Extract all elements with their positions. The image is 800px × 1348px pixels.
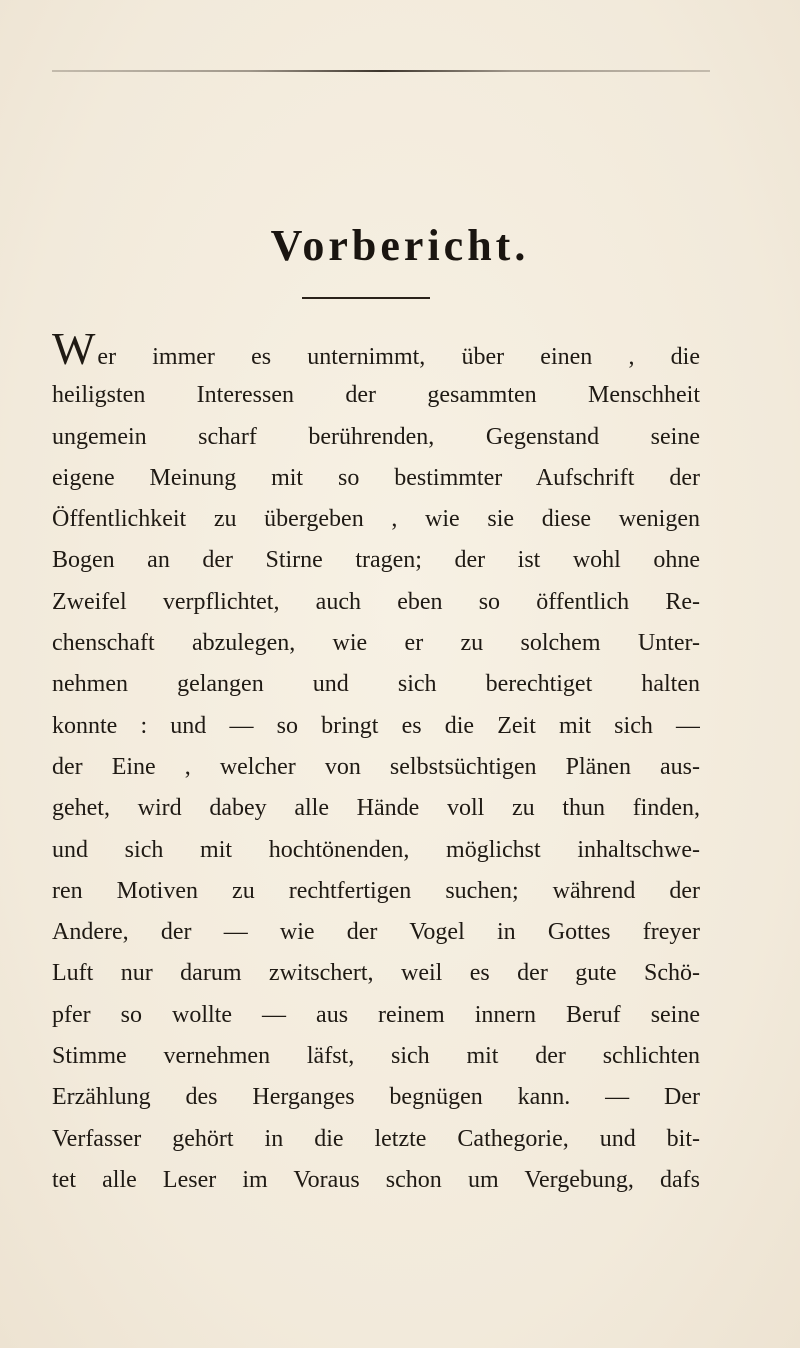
text-line: Andere, der — wie der Vogel in Gottes freyer [52,919,700,946]
body-text [52,334,700,1201]
text-line: Öffentlichkeit zu übergeben , wie sie diese wenigen [52,506,700,533]
text-line: gehet, wird dabey alle Hände voll zu thun finden, [52,795,700,822]
title-rule [302,297,430,299]
text-line: Verfasser gehört in die letzte Cathegorie, und bit- [52,1125,700,1152]
text-line: konnte : und — so bringt es die Zeit mit sich — [52,712,700,739]
text-line: tet alle Leser im Voraus schon um Vergebung, dafs [52,1166,700,1193]
text-line: Luft nur darum zwitschert, weil es der gute Schö- [52,960,700,987]
text-line: Zweifel verpflichtet, auch eben so öffentlich Re- [52,588,700,615]
text-line: chenschaft abzulegen, wie er zu solchem Unter- [52,630,700,657]
text-line: und sich mit hochtönenden, möglichst inhaltschwe- [52,836,700,863]
drop-cap: W [52,334,96,374]
text-line: Bogen an der Stirne tragen; der ist wohl ohne [52,547,700,574]
text-line: nehmen gelangen und sich berechtiget halten [52,671,700,698]
text-line: der Eine , welcher von selbstsüchtigen Plänen aus- [52,753,700,780]
text-line: ungemein scharf berührenden, Gegenstand seine [52,423,700,450]
text-line: eigene Meinung mit so bestimmter Aufschrift der [52,464,700,491]
first-line-text: er immer es unternimmt, über einen , die [97,344,700,370]
text-line: pfer so wollte — aus reinem innern Beruf seine [52,1001,700,1028]
text-line: ren Motiven zu rechtfertigen suchen; während der [52,877,700,904]
text-line: heiligsten Interessen der gesammten Menschheit [52,382,700,409]
page-title: Vorbericht. [270,221,530,270]
top-rule [52,70,710,72]
text-line: Erzählung des Herganges begnügen kann. — Der [52,1084,700,1111]
text-line: Stimme vernehmen läfst, sich mit der schlichten [52,1043,700,1070]
text-line [52,334,700,375]
